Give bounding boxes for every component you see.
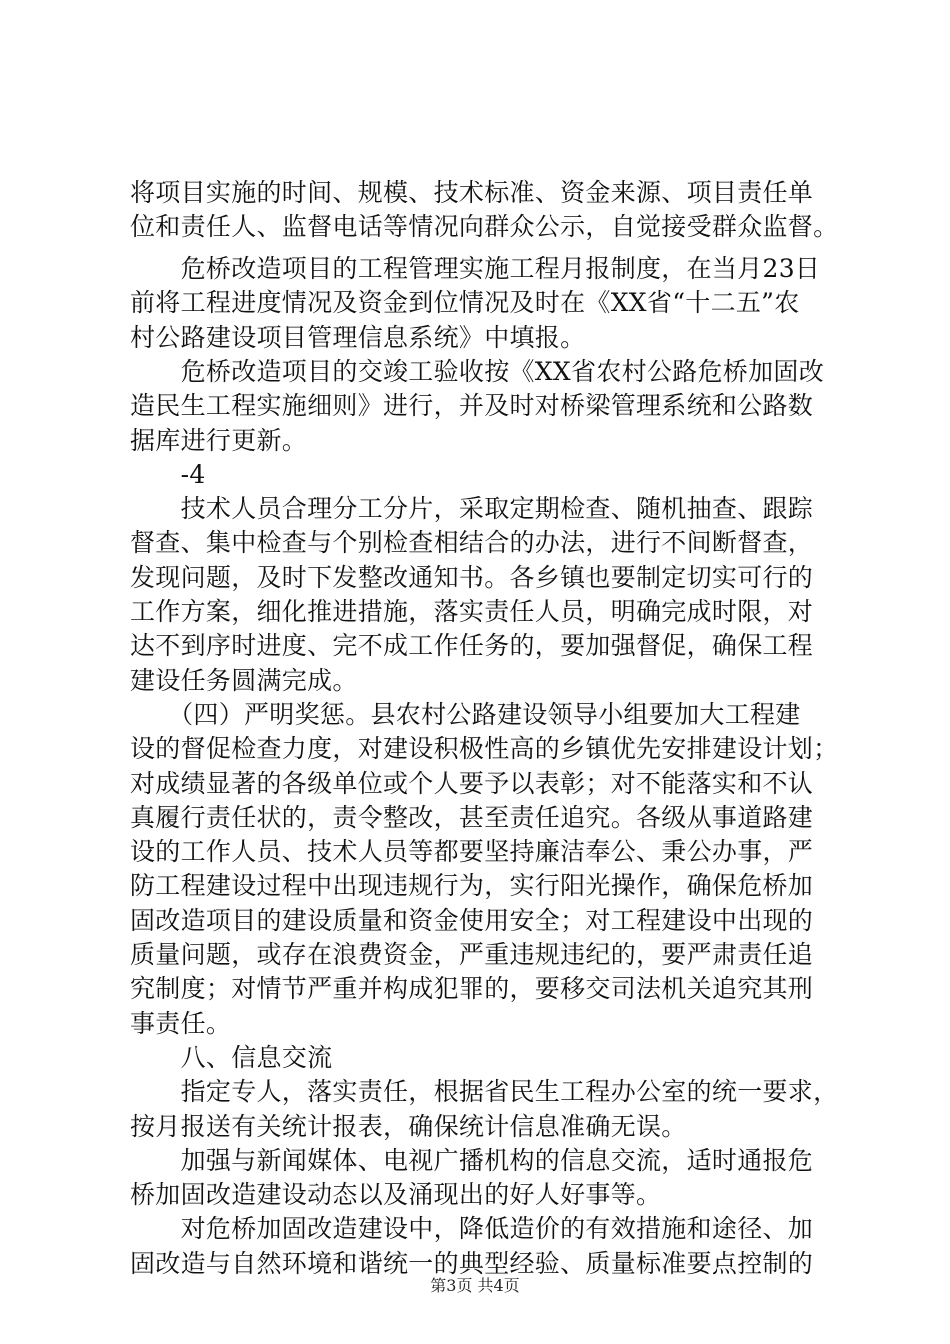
text-line: 质量问题，或存在浪费资金，严重违规违纪的，要严肃责任追 — [130, 940, 814, 969]
text-line: 固改造项目的建设质量和资金使用安全；对工程建设中出现的 — [130, 906, 814, 935]
text-line: 达不到序时进度、完不成工作任务的，要加强督促，确保工程 — [130, 631, 814, 660]
text-line: 按月报送有关统计报表，确保统计信息准确无误。 — [130, 1112, 687, 1141]
text-line: 危桥改造项目的工程管理实施工程月报制度，在当月23日 — [130, 254, 821, 283]
text-line: 对成绩显著的各级单位或个人要予以表彰；对不能落实和不认 — [130, 769, 814, 798]
page-footer: 第3页 共4页 — [430, 1276, 520, 1295]
text-line: 桥加固改造建设动态以及涌现出的好人好事等。 — [130, 1180, 662, 1209]
text-line: 加强与新闻媒体、电视广播机构的信息交流，适时通报危 — [130, 1146, 814, 1175]
text-line: 将项目实施的时间、规模、技术标准、资金来源、项目责任单 — [130, 178, 814, 207]
text-line: 设的工作人员、技术人员等都要坚持廉洁奉公、秉公办事，严 — [130, 837, 814, 866]
text-line: 造民生工程实施细则》进行，并及时对桥梁管理系统和公路数 — [130, 391, 814, 420]
text-line: 村公路建设项目管理信息系统》中填报。 — [130, 323, 586, 352]
text-line: 发现问题，及时下发整改通知书。各乡镇也要制定切实可行的 — [130, 563, 814, 592]
text-line: 对危桥加固改造建设中，降低造价的有效措施和途径、加 — [130, 1214, 814, 1243]
text-line: -4 — [130, 460, 206, 489]
text-line: 指定专人，落实责任，根据省民生工程办公室的统一要求， — [130, 1077, 839, 1106]
text-line: 据库进行更新。 — [130, 426, 308, 455]
text-line: 事责任。 — [130, 1009, 232, 1038]
text-line: 位和责任人、监督电话等情况向群众公示，自觉接受群众监督。 — [130, 212, 839, 241]
text-line: （四）严明奖惩。县农村公路建设领导小组要加大工程建 — [130, 700, 801, 729]
text-line: 设的督促检查力度，对建设积极性高的乡镇优先安排建设计划； — [130, 734, 839, 763]
section-heading: 八、信息交流 — [130, 1043, 333, 1072]
text-line: 建设任务圆满完成。 — [130, 666, 358, 695]
text-line: 危桥改造项目的交竣工验收按《XX省农村公路危桥加固改 — [130, 357, 824, 386]
text-line: 技术人员合理分工分片，采取定期检查、随机抽查、跟踪 — [130, 494, 814, 523]
text-line: 前将工程进度情况及资金到位情况及时在《XX省“十二五”农 — [130, 288, 800, 317]
text-line: 固改造与自然环境和谐统一的典型经验、质量标准要点控制的 — [130, 1249, 814, 1278]
text-line: 防工程建设过程中出现违规行为，实行阳光操作，确保危桥加 — [130, 871, 814, 900]
text-line: 究制度；对情节严重并构成犯罪的，要移交司法机关追究其刑 — [130, 974, 814, 1003]
text-line: 真履行责任状的，责令整改，甚至责任追究。各级从事道路建 — [130, 803, 814, 832]
text-line: 工作方案，细化推进措施，落实责任人员，明确完成时限，对 — [130, 597, 814, 626]
text-line: 督查、集中检查与个别检查相结合的办法，进行不间断督查， — [130, 528, 814, 557]
